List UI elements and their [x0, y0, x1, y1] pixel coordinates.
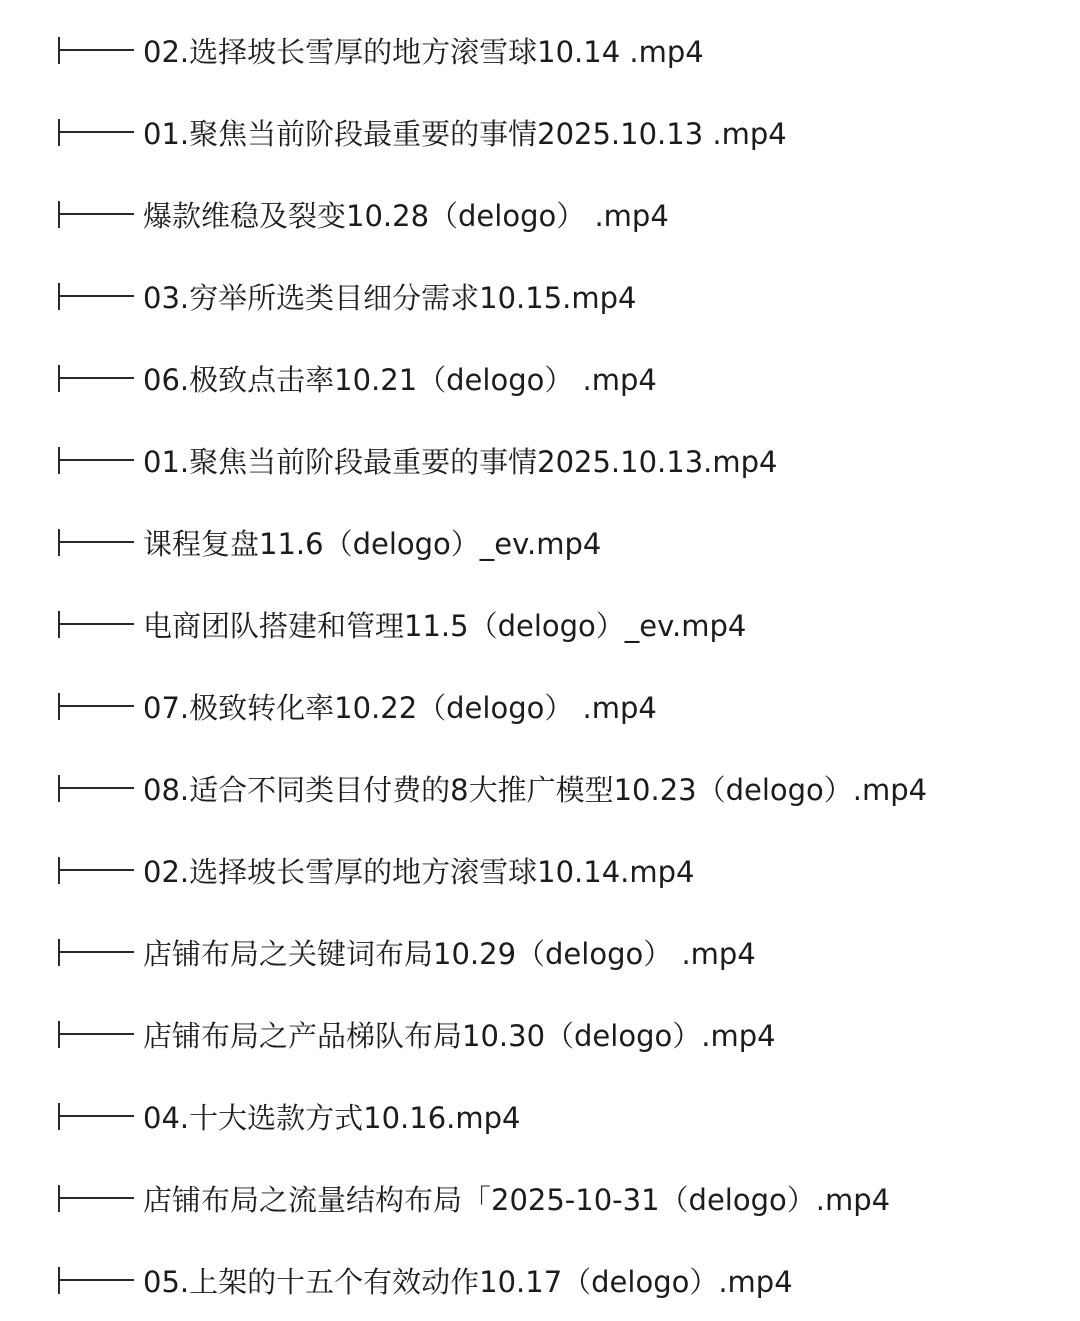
- file-name: 店铺布局之关键词布局10.29（delogo） .mp4: [143, 937, 756, 971]
- file-name: 06.极致点击率10.21（delogo） .mp4: [143, 363, 657, 397]
- file-tree-row: [0, 516, 1080, 576]
- tree-branch-connector: [58, 447, 134, 474]
- file-tree-row: [0, 106, 1080, 166]
- file-tree-row: [0, 762, 1080, 822]
- file-tree-row: [0, 1008, 1080, 1068]
- file-name: 01.聚焦当前阶段最重要的事情2025.10.13 .mp4: [143, 117, 787, 151]
- file-tree-row: [0, 680, 1080, 740]
- file-name: 01.聚焦当前阶段最重要的事情2025.10.13.mp4: [143, 445, 778, 479]
- tree-branch-connector: [58, 529, 134, 556]
- file-tree-row: [0, 598, 1080, 658]
- file-name: 04.十大选款方式10.16.mp4: [143, 1101, 521, 1135]
- file-name: 店铺布局之流量结构布局「2025-10-31（delogo）.mp4: [143, 1183, 891, 1217]
- tree-branch-connector: [58, 1267, 134, 1294]
- file-name: 爆款维稳及裂变10.28（delogo） .mp4: [143, 199, 669, 233]
- file-tree-row: [0, 24, 1080, 84]
- file-name: 电商团队搭建和管理11.5（delogo）_ev.mp4: [143, 609, 747, 643]
- file-name: 03.穷举所选类目细分需求10.15.mp4: [143, 281, 637, 315]
- tree-branch-connector: [58, 365, 134, 392]
- tree-branch-connector: [58, 1103, 134, 1130]
- tree-branch-connector: [58, 611, 134, 638]
- file-tree-row: [0, 188, 1080, 248]
- tree-branch-connector: [58, 693, 134, 720]
- tree-branch-connector: [58, 1021, 134, 1048]
- tree-branch-connector: [58, 201, 134, 228]
- file-name: 02.选择坡长雪厚的地方滚雪球10.14.mp4: [143, 855, 695, 889]
- file-tree-row: [0, 1090, 1080, 1150]
- file-name: 05.上架的十五个有效动作10.17（delogo）.mp4: [143, 1265, 793, 1299]
- file-name: 07.极致转化率10.22（delogo） .mp4: [143, 691, 657, 725]
- file-tree-row: [0, 1172, 1080, 1232]
- file-tree-row: [0, 1254, 1080, 1314]
- file-tree-row: [0, 926, 1080, 986]
- file-name: 02.选择坡长雪厚的地方滚雪球10.14 .mp4: [143, 35, 704, 69]
- tree-branch-connector: [58, 775, 134, 802]
- tree-branch-connector: [58, 283, 134, 310]
- tree-branch-connector: [58, 37, 134, 64]
- file-tree-row: [0, 434, 1080, 494]
- tree-branch-connector: [58, 939, 134, 966]
- file-tree-row: [0, 352, 1080, 412]
- file-name: 08.适合不同类目付费的8大推广模型10.23（delogo）.mp4: [143, 773, 928, 807]
- file-name: 课程复盘11.6（delogo）_ev.mp4: [143, 527, 602, 561]
- tree-branch-connector: [58, 1185, 134, 1212]
- file-tree-row: [0, 270, 1080, 330]
- file-name: 店铺布局之产品梯队布局10.30（delogo）.mp4: [143, 1019, 776, 1053]
- tree-branch-connector: [58, 857, 134, 884]
- tree-branch-connector: [58, 119, 134, 146]
- file-tree-row: [0, 844, 1080, 904]
